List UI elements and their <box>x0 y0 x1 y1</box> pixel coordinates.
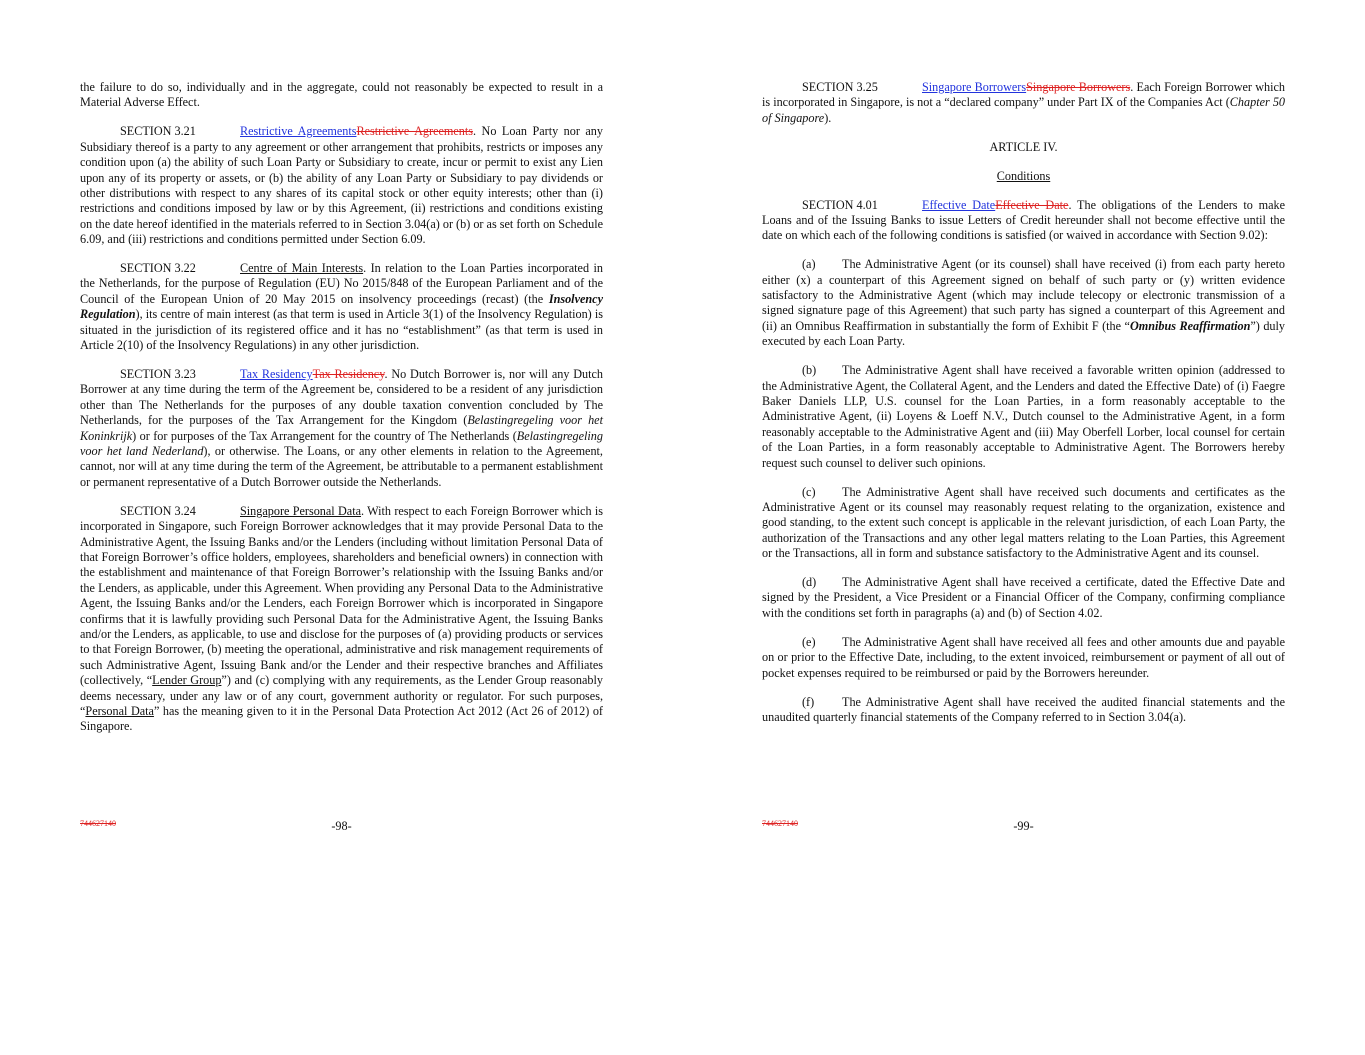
section-title: Centre of Main Interests <box>240 261 364 276</box>
inserted-title: Effective Date <box>922 197 996 212</box>
section-number: SECTION 3.23 <box>120 367 196 381</box>
condition-d <box>762 575 1285 621</box>
section-body-cont: ”) and (c) complying with any requirements, as the Lender Group reasonably deems necessary, under any law or of any court, government authority or regulator. For such purposes, “ <box>80 673 604 719</box>
inserted-title: Restrictive Agreements <box>240 124 357 139</box>
condition-body: The Administrative Agent shall have received all fees and other amounts due and payable on or prior to the Effective Date, including, to the extent invoiced, reimbursement or payment of all out of pocket expenses required to be reimbursed or paid by the Borrowers hereunder. <box>762 634 1285 680</box>
condition-body: The Administrative Agent shall have received a certificate, dated the Effective Date and signed by the President, a Vice President or a Financial Officer of the Company, confirming compliance with the conditions set forth in paragraphs (a) and (b) of Section 4.02. <box>762 575 1285 620</box>
section-body-cont: ), its centre of main interest (as that term is used in Article 3(1) of the Insolvency Regulation) is situated in the jurisdiction of its registered office and it has no “establishment” (as that term is used in Article 2(10) of the Insolvency Regulations) in any other jurisdiction. <box>80 307 603 353</box>
defined-term-personal-data: Personal Data <box>85 704 154 719</box>
footer-right <box>762 819 1285 835</box>
inserted-title: Singapore Borrowers <box>922 80 1027 94</box>
footer-left <box>80 819 603 835</box>
section-body: . The obligations of the Lenders to make Loans and of the Issuing Banks to issue Letters of Credit hereunder shall not become effective until the date on which each of the following conditions is satisfied (or waived in accordance with Section 9.02): <box>762 197 1285 243</box>
section-body-end: ” has the meaning given to it in the Personal Data Protection Act 2012 (Act 26 of 2012) of Singapore. <box>80 704 603 734</box>
section-4-01 <box>762 198 1285 244</box>
deleted-title: Tax Residency <box>312 367 385 381</box>
condition-e <box>762 635 1285 681</box>
condition-label: (b) <box>802 363 817 378</box>
section-3-23 <box>80 367 603 490</box>
defined-term: Insolvency Regulation <box>80 291 603 322</box>
section-body-end: ). <box>824 110 832 125</box>
intro-text: the failure to do so, individually and in the aggregate, could not reasonably be expected to result in a Material Adverse Effect. <box>80 80 603 110</box>
defined-term-lender-group: Lender Group <box>152 673 222 688</box>
condition-body: The Administrative Agent shall have received the audited financial statements and the unaudited quarterly financial statements of the Company referred to in Section 3.04(a). <box>762 694 1285 724</box>
defined-term: Omnibus Reaffirmation <box>1129 318 1251 333</box>
section-body: . No Dutch Borrower is, nor will any Dutch Borrower at any time during the term of the Agreement be, considered to be a resident of any jurisdiction other than The Netherlands for the purposes of any double taxation convention concluded by The Netherlands, for the purposes of the Tax Arrangement for the Kingdom ( <box>80 367 603 428</box>
condition-label: (f) <box>802 694 815 709</box>
section-3-24 <box>80 504 603 735</box>
doc-number: 744627140 <box>762 819 798 828</box>
page-number: -98- <box>331 819 352 833</box>
condition-c <box>762 485 1285 562</box>
article-subheading-wrap <box>762 169 1285 184</box>
intro-paragraph <box>80 80 603 111</box>
italic-term-2: Belastingregeling voor het land Nederland <box>80 428 603 459</box>
section-title: Singapore Personal Data <box>240 503 362 518</box>
deleted-title: Singapore Borrowers <box>1026 80 1131 94</box>
section-number: SECTION 3.21 <box>120 124 196 139</box>
section-number: SECTION 3.25 <box>802 80 878 94</box>
section-body: . With respect to each Foreign Borrower which is incorporated in Singapore, such Foreign Borrower acknowledges that it may provide Personal Data to the Administrative Agent, the Issuing Banks and/or the Lenders (including without limitation Personal Data of that Foreign Borrower’s office holders, employees, shareholders and beneficial owners) in connection with the establishment and maintenance of that Foreign Borrower’s relationship with the Issuing Banks and/or the Lenders, as applicable, under this Agreement. When providing any Personal Data to the Administrative Agent, the Issuing Banks and/or the Lenders, each Foreign Borrower which is incorporated in Singapore confirms that it is lawfully providing such Personal Data for the Administrative Agent, the Issuing Banks and/or the Lenders, as applicable, to use and disclose for the purposes of (a) providing products or services to that Foreign Borrower, (b) meeting the operational, administrative and risk management requirements of such Administrative Agent, Issuing Bank and/or the Lender and their respective branches and Affiliates (collectively, “ <box>80 503 603 688</box>
section-number: SECTION 4.01 <box>802 197 878 212</box>
section-number: SECTION 3.24 <box>120 503 196 518</box>
section-body: . Each Foreign Borrower which is incorporated in Singapore, is not a “declared company” under Part IX of the Companies Act ( <box>762 80 1285 110</box>
condition-label: (e) <box>802 634 816 649</box>
condition-label: (c) <box>802 484 816 499</box>
condition-label: (a) <box>802 257 816 272</box>
article-subheading: Conditions <box>996 168 1051 183</box>
page-98 <box>80 80 603 748</box>
inserted-title: Tax Residency <box>240 367 313 381</box>
section-3-22 <box>80 261 603 353</box>
page-number: -99- <box>1013 819 1034 833</box>
section-body-end: ), or otherwise. The Loans, or any other elements in relation to the Agreement, cannot, nor will at any time during the term of the Agreement, be attributable to a permanent establishment or permanent representative of a Dutch Borrower outside the Netherlands. <box>80 444 603 489</box>
condition-body: The Administrative Agent shall have received such documents and certificates as the Administrative Agent or its counsel may reasonably request relating to the organization, existence and good standing, to the extent such concept is applicable in the relevant jurisdiction, of each Loan Party, the authorization of the Transactions and any other legal matters relating to the Loan Parties, this Agreement or the Transactions, all in form and substance satisfactory to the Administrative Agent and its counsel. <box>762 484 1285 561</box>
deleted-title: Effective Date <box>995 197 1069 212</box>
section-body-cont: ) or for purposes of the Tax Arrangement for the country of The Netherlands ( <box>132 428 517 443</box>
condition-a <box>762 257 1285 349</box>
condition-f <box>762 695 1285 726</box>
deleted-title: Restrictive Agreements <box>356 124 473 139</box>
section-3-25 <box>762 80 1285 126</box>
condition-body-end: ”) duly executed by each Loan Party. <box>762 318 1285 349</box>
condition-body: The Administrative Agent shall have received a favorable written opinion (addressed to the Administrative Agent, the Collateral Agent, and the Lenders and dated the Effective Date) of (i) Faegre Baker Daniels LLP, U.S. counsel for the Loan Parties, in a form reasonably acceptable to the Administrative Agent, (ii) Loyens & Loeff N.V., Dutch counsel to the Administrative Agent, in a form reasonably acceptable to the Administrative Agent and (iii) May Oberfell Lorber, local counsel for certain of the Loan Parties, in a form reasonably acceptable to Administrative Agent. The Borrowers hereby request such counsel to deliver such opinions. <box>762 363 1285 470</box>
section-body: . In relation to the Loan Parties incorporated in the Netherlands, for the purpose of Regulation (EU) No 2015/848 of the European Parliament and of the Council of the European Union of 20 May 2015 on insolvency proceedings (recast) (the <box>80 261 603 306</box>
section-number: SECTION 3.22 <box>120 261 196 276</box>
page-99 <box>762 80 1285 739</box>
italic-term: Chapter 50 of Singapore <box>762 95 1286 125</box>
section-3-21 <box>80 124 603 247</box>
condition-label: (d) <box>802 575 817 590</box>
doc-number: 744627140 <box>80 819 116 828</box>
section-body: . No Loan Party nor any Subsidiary thereof is a party to any agreement or other arrangement that prohibits, restricts or imposes any condition upon (a) the ability of such Loan Party or Subsidiary to create, incur or permit to exist any Lien upon any of its property or assets, or (b) the ability of any Loan Party or Subsidiary to pay dividends or other distributions with respect to any shares of its capital stock or other equity interests; other than (i) restrictions and conditions imposed by law or by this Agreement, (ii) restrictions and conditions existing on the date hereof identified in the materials referred to in Section 3.04(a) or (b) or as set forth on Schedule 6.09, and (iii) restrictions and conditions permitted under Section 6.09. <box>80 124 603 247</box>
italic-term: Belastingregeling voor het Koninkrijk <box>80 413 603 443</box>
article-heading: ARTICLE IV. <box>989 139 1058 154</box>
condition-b <box>762 363 1285 471</box>
condition-body: The Administrative Agent (or its counsel) shall have received (i) from each party hereto either (x) a counterpart of this Agreement signed on behalf of such party or (y) written evidence satisfactory to the Administrative Agent (which may include telecopy or electronic transmission of a signed signature page of this Agreement) that such party has signed a counterpart of this Agreement and (ii) an Omnibus Reaffirmation in substantially the form of Exhibit F (the “ <box>762 257 1285 333</box>
